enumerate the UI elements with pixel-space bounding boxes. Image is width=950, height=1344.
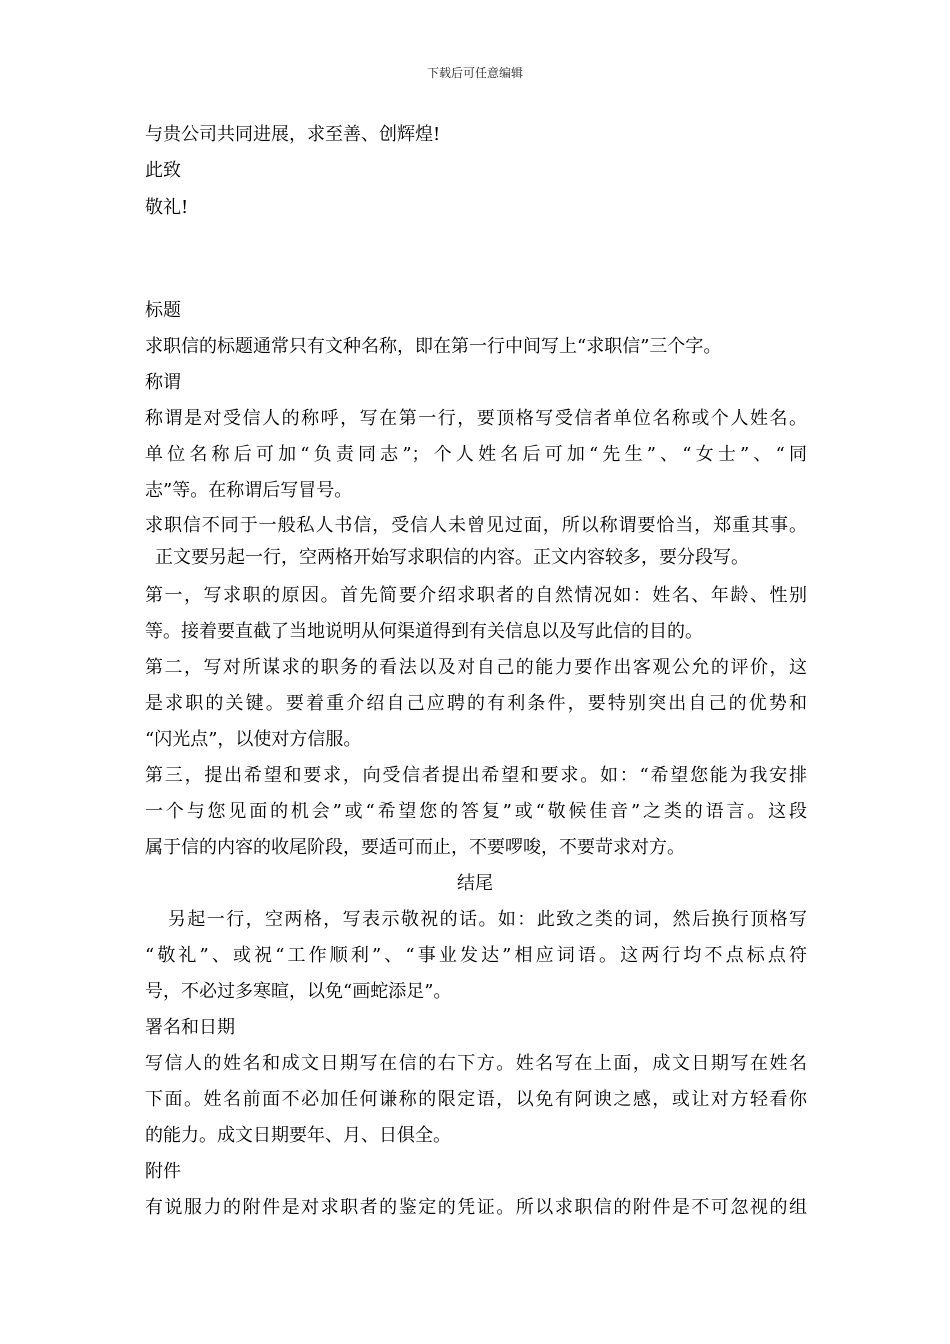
paragraph-line: 一个与您见面的机会”或“希望您的答复”或“敬候佳音”之类的语言。这段	[145, 801, 807, 822]
paragraph-line: 求职信的标题通常只有文种名称，即在第一行中间写上“求职信”三个字。	[145, 336, 722, 357]
paragraph-line: 求职信不同于一般私人书信，受信人未曾见过面，所以称谓要恰当，郑重其事。	[145, 515, 807, 536]
paragraph-line: 第三，提出希望和要求，向受信者提出希望和要求。如：“希望您能为我安排	[145, 765, 807, 786]
paragraph-line: 第二，写对所谋求的职务的看法以及对自己的能力要作出客观公允的评价，这	[145, 657, 807, 678]
page-header: 下载后可任意编辑	[426, 66, 523, 80]
section-heading-salutation: 称谓	[145, 372, 181, 393]
section-heading-title: 标题	[145, 300, 181, 321]
paragraph-line: 志”等。在称谓后写冒号。	[145, 480, 353, 501]
paragraph-line: 号，不必过多寒暄，以免“画蛇添足”。	[145, 981, 452, 1002]
section-heading-signature: 署名和日期	[145, 1017, 235, 1038]
closing-line: 与贵公司共同进展，求至善、创辉煌!	[145, 124, 441, 145]
paragraph-line: 称谓是对受信人的称呼，写在第一行，要顶格写受信者单位名称或个人姓名。	[145, 408, 807, 429]
paragraph-line: 另起一行，空两格，写表示敬祝的话。如：此致之类的词，然后换行顶格写	[168, 909, 807, 930]
paragraph-line: 属于信的内容的收尾阶段，要适可而止，不要啰唆，不要苛求对方。	[145, 837, 685, 858]
closing-regards: 敬礼!	[145, 197, 189, 218]
paragraph-line: 正文要另起一行，空两格开始写求职信的内容。正文内容较多，要分段写。	[155, 547, 749, 568]
paragraph-line: 下面。姓名前面不必加任何谦称的限定语，以免有阿谀之感，或让对方轻看你	[145, 1089, 807, 1110]
closing-salutation: 此致	[145, 160, 181, 181]
paragraph-line: 单位名称后可加“负责同志”；个人姓名后可加“先生”、“女士”、“同	[145, 444, 807, 465]
paragraph-line: 是求职的关键。要着重介绍自己应聘的有利条件，要特别突出自己的优势和	[145, 693, 807, 714]
paragraph-line: 等。接着要直截了当地说明从何渠道得到有关信息以及写此信的目的。	[145, 621, 703, 642]
paragraph-line: “敬礼”、或祝“工作顺利”、“事业发达”相应词语。这两行均不点标点符	[145, 945, 807, 966]
paragraph-line: “闪光点”，以使对方信服。	[145, 729, 362, 750]
paragraph-line: 有说服力的附件是对求职者的鉴定的凭证。所以求职信的附件是不可忽视的组	[145, 1197, 807, 1218]
paragraph-line: 写信人的姓名和成文日期写在信的右下方。姓名写在上面，成文日期写在姓名	[145, 1053, 807, 1074]
section-heading-ending: 结尾	[457, 873, 493, 894]
section-heading-attachment: 附件	[145, 1161, 181, 1182]
paragraph-line: 第一，写求职的原因。首先简要介绍求职者的自然情况如：姓名、年龄、性别	[145, 585, 807, 606]
paragraph-line: 的能力。成文日期要年、月、日俱全。	[145, 1125, 451, 1146]
